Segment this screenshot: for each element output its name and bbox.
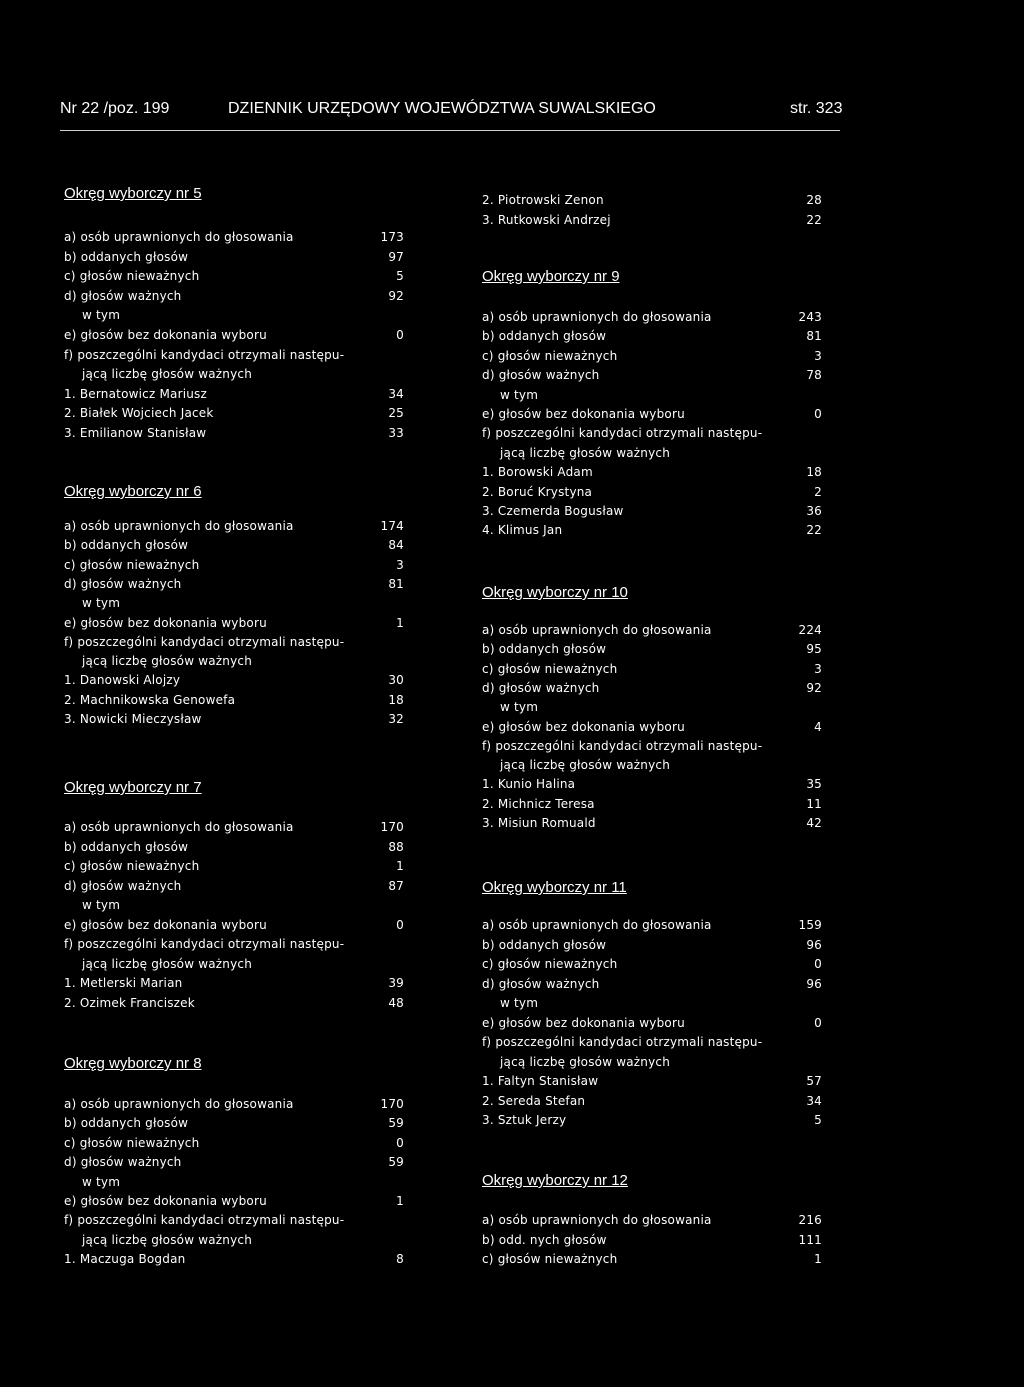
row-label: e) głosów bez dokonania wyboru: [64, 1194, 267, 1208]
result-row: [64, 596, 404, 616]
result-row: [64, 367, 404, 387]
row-value: 4: [814, 720, 822, 734]
row-value: 59: [388, 1116, 404, 1130]
row-label: b) oddanych głosów: [64, 1116, 189, 1130]
row-label: jącą liczbę głosów ważnych: [82, 367, 253, 381]
row-label: a) osób uprawnionych do głosowania: [482, 918, 712, 932]
result-row: [482, 777, 822, 797]
district-title-d10: Okręg wyborczy nr 10: [482, 584, 628, 601]
row-label: w tym: [500, 388, 539, 402]
row-value: 0: [396, 1136, 404, 1150]
row-label: a) osób uprawnionych do głosowania: [64, 1097, 294, 1111]
row-value: 22: [806, 213, 822, 227]
row-label: 1. Bernatowicz Mariusz: [64, 387, 207, 401]
result-row: [64, 996, 404, 1016]
result-row: [482, 957, 822, 977]
row-label: w tym: [500, 996, 539, 1010]
row-label: e) głosów bez dokonania wyboru: [482, 407, 685, 421]
result-row: [64, 519, 404, 539]
row-label: w tym: [82, 898, 121, 912]
row-label: f) poszczególni kandydaci otrzymali następu-: [64, 937, 345, 951]
row-label: a) osób uprawnionych do głosowania: [64, 519, 294, 533]
row-value: 30: [388, 673, 404, 687]
row-label: 2. Białek Wojciech Jacek: [64, 406, 214, 420]
result-row: [482, 977, 822, 997]
row-value: 81: [806, 329, 822, 343]
row-value: 81: [388, 577, 404, 591]
row-value: 1: [814, 1252, 822, 1266]
result-row: [482, 523, 822, 543]
row-value: 96: [806, 977, 822, 991]
row-label: c) głosów nieważnych: [482, 349, 618, 363]
result-row: [482, 681, 822, 701]
result-row: [64, 898, 404, 918]
row-label: b) oddanych głosów: [64, 250, 189, 264]
result-row: [482, 465, 822, 485]
row-label: b) oddanych głosów: [64, 538, 189, 552]
row-label: a) osób uprawnionych do głosowania: [64, 820, 294, 834]
row-label: a) osób uprawnionych do głosowania: [482, 623, 712, 637]
row-value: 25: [388, 406, 404, 420]
row-label: d) głosów ważnych: [64, 879, 182, 893]
result-row: [482, 485, 822, 505]
row-label: d) głosów ważnych: [482, 368, 600, 382]
result-row: [482, 1094, 822, 1114]
row-label: 2. Ozimek Franciszek: [64, 996, 195, 1010]
row-label: 2. Machnikowska Genowefa: [64, 693, 236, 707]
result-row: [482, 739, 822, 759]
row-value: 1: [396, 859, 404, 873]
result-row: [64, 820, 404, 840]
row-label: e) głosów bez dokonania wyboru: [482, 1016, 685, 1030]
row-value: 111: [798, 1233, 822, 1247]
district-title-d11: Okręg wyborczy nr 11: [482, 879, 627, 896]
row-value: 1: [396, 1194, 404, 1208]
row-value: 78: [806, 368, 822, 382]
row-value: 159: [798, 918, 822, 932]
row-label: 1. Faltyn Stanisław: [482, 1074, 599, 1088]
result-row: [64, 269, 404, 289]
result-row: [64, 1252, 404, 1272]
result-row: [64, 577, 404, 597]
result-row: [482, 368, 822, 388]
row-value: 34: [388, 387, 404, 401]
result-row: [64, 1175, 404, 1195]
row-label: b) oddanych głosów: [64, 840, 189, 854]
result-row: [64, 673, 404, 693]
row-label: f) poszczególni kandydaci otrzymali następu-: [64, 348, 345, 362]
result-row: [64, 230, 404, 250]
row-value: 97: [388, 250, 404, 264]
row-label: w tym: [82, 1175, 121, 1189]
row-value: 87: [388, 879, 404, 893]
result-row: [482, 407, 822, 427]
result-row: [482, 662, 822, 682]
row-label: 3. Emilianow Stanisław: [64, 426, 207, 440]
result-row: [64, 616, 404, 636]
row-value: 11: [806, 797, 822, 811]
row-value: 8: [396, 1252, 404, 1266]
result-row: [482, 504, 822, 524]
result-row: [64, 406, 404, 426]
row-label: c) głosów nieważnych: [64, 859, 200, 873]
page-number: str. 323: [790, 100, 843, 117]
row-label: f) poszczególni kandydaci otrzymali następu-: [482, 739, 763, 753]
row-label: c) głosów nieważnych: [64, 558, 200, 572]
result-row: [64, 840, 404, 860]
row-value: 84: [388, 538, 404, 552]
row-label: d) głosów ważnych: [64, 289, 182, 303]
result-row: [482, 1035, 822, 1055]
row-label: e) głosów bez dokonania wyboru: [482, 720, 685, 734]
district-title-d12: Okręg wyborczy nr 12: [482, 1172, 628, 1189]
page-header: [60, 100, 843, 126]
row-value: 59: [388, 1155, 404, 1169]
journal-title: DZIENNIK URZĘDOWY WOJEWÓDZTWA SUWALSKIEGO: [228, 100, 656, 117]
row-label: 4. Klimus Jan: [482, 523, 563, 537]
row-label: jącą liczbę głosów ważnych: [82, 654, 253, 668]
result-row: [64, 289, 404, 309]
row-label: c) głosów nieważnych: [482, 1252, 618, 1266]
row-value: 1: [396, 616, 404, 630]
row-value: 0: [396, 918, 404, 932]
row-value: 2: [814, 485, 822, 499]
result-row: [482, 816, 822, 836]
row-value: 3: [814, 349, 822, 363]
result-row: [482, 1213, 822, 1233]
row-value: 92: [806, 681, 822, 695]
result-row: [482, 918, 822, 938]
result-row: [64, 1155, 404, 1175]
district-title-d5: Okręg wyborczy nr 5: [64, 185, 202, 202]
issue-number: Nr 22 /poz. 199: [60, 100, 170, 117]
row-label: f) poszczególni kandydaci otrzymali następu-: [482, 426, 763, 440]
row-value: 170: [380, 1097, 404, 1111]
row-value: 36: [806, 504, 822, 518]
result-row: [482, 797, 822, 817]
row-label: jącą liczbę głosów ważnych: [82, 1233, 253, 1247]
row-value: 0: [814, 407, 822, 421]
result-row: [64, 693, 404, 713]
row-value: 173: [380, 230, 404, 244]
result-row: [64, 1097, 404, 1117]
result-row: [64, 859, 404, 879]
row-label: w tym: [82, 308, 121, 322]
row-value: 92: [388, 289, 404, 303]
row-label: f) poszczególni kandydaci otrzymali następu-: [482, 1035, 763, 1049]
row-value: 170: [380, 820, 404, 834]
row-label: 3. Czemerda Bogusław: [482, 504, 624, 518]
row-value: 5: [814, 1113, 822, 1127]
result-row: [64, 937, 404, 957]
result-row: [64, 387, 404, 407]
row-label: w tym: [82, 596, 121, 610]
row-value: 48: [388, 996, 404, 1010]
row-label: b) oddanych głosów: [482, 329, 607, 343]
row-value: 33: [388, 426, 404, 440]
row-value: 3: [396, 558, 404, 572]
row-label: e) głosów bez dokonania wyboru: [64, 616, 267, 630]
result-row: [64, 654, 404, 674]
row-label: 2. Boruć Krystyna: [482, 485, 593, 499]
result-row: [64, 957, 404, 977]
row-label: c) głosów nieważnych: [482, 662, 618, 676]
result-row: [482, 349, 822, 369]
row-label: jącą liczbę głosów ważnych: [82, 957, 253, 971]
result-row: [482, 642, 822, 662]
row-label: 1. Maczuga Bogdan: [64, 1252, 186, 1266]
result-row: [64, 918, 404, 938]
result-row: [64, 712, 404, 732]
row-label: c) głosów nieważnych: [64, 1136, 200, 1150]
header-rule: [60, 130, 840, 131]
row-value: 95: [806, 642, 822, 656]
result-row: [64, 1213, 404, 1233]
district-title-d6: Okręg wyborczy nr 6: [64, 483, 202, 500]
result-row: [482, 1113, 822, 1133]
result-row: [64, 1116, 404, 1136]
result-row: [482, 388, 822, 408]
row-label: 3. Nowicki Mieczysław: [64, 712, 202, 726]
result-row: [64, 1194, 404, 1214]
result-row: [482, 1074, 822, 1094]
district-title-d7: Okręg wyborczy nr 7: [64, 779, 202, 796]
row-label: a) osób uprawnionych do głosowania: [64, 230, 294, 244]
row-label: b) oddanych głosów: [482, 642, 607, 656]
row-label: b) odd. nych głosów: [482, 1233, 607, 1247]
row-label: d) głosów ważnych: [64, 1155, 182, 1169]
result-row: [64, 348, 404, 368]
row-label: 2. Sereda Stefan: [482, 1094, 586, 1108]
result-row: [64, 1233, 404, 1253]
row-value: 18: [806, 465, 822, 479]
result-row: [64, 308, 404, 328]
row-value: 3: [814, 662, 822, 676]
result-row: [482, 700, 822, 720]
result-row: [64, 538, 404, 558]
row-value: 88: [388, 840, 404, 854]
result-row: [482, 720, 822, 740]
result-row: [482, 193, 822, 213]
row-value: 0: [814, 957, 822, 971]
row-label: w tym: [500, 700, 539, 714]
result-row: [482, 1016, 822, 1036]
row-value: 57: [806, 1074, 822, 1088]
result-row: [64, 635, 404, 655]
row-label: jącą liczbę głosów ważnych: [500, 758, 671, 772]
result-row: [64, 558, 404, 578]
row-value: 42: [806, 816, 822, 830]
row-label: d) głosów ważnych: [64, 577, 182, 591]
row-label: 1. Metlerski Marian: [64, 976, 183, 990]
row-value: 0: [814, 1016, 822, 1030]
row-label: jącą liczbę głosów ważnych: [500, 1055, 671, 1069]
result-row: [64, 1136, 404, 1156]
result-row: [482, 426, 822, 446]
row-label: c) głosów nieważnych: [482, 957, 618, 971]
result-row: [64, 879, 404, 899]
result-row: [64, 426, 404, 446]
row-label: 2. Michnicz Teresa: [482, 797, 595, 811]
result-row: [482, 623, 822, 643]
district-title-d9: Okręg wyborczy nr 9: [482, 268, 620, 285]
row-label: c) głosów nieważnych: [64, 269, 200, 283]
row-value: 32: [388, 712, 404, 726]
row-label: a) osób uprawnionych do głosowania: [482, 1213, 712, 1227]
row-label: d) głosów ważnych: [482, 977, 600, 991]
row-value: 22: [806, 523, 822, 537]
row-value: 224: [798, 623, 822, 637]
result-row: [482, 1233, 822, 1253]
row-label: 3. Rutkowski Andrzej: [482, 213, 611, 227]
row-label: jącą liczbę głosów ważnych: [500, 446, 671, 460]
result-row: [64, 250, 404, 270]
result-row: [482, 329, 822, 349]
result-row: [482, 758, 822, 778]
row-value: 5: [396, 269, 404, 283]
result-row: [482, 213, 822, 233]
row-label: 2. Piotrowski Zenon: [482, 193, 604, 207]
row-label: b) oddanych głosów: [482, 938, 607, 952]
row-label: d) głosów ważnych: [482, 681, 600, 695]
row-value: 96: [806, 938, 822, 952]
result-row: [482, 310, 822, 330]
row-value: 18: [388, 693, 404, 707]
row-label: 3. Sztuk Jerzy: [482, 1113, 567, 1127]
row-label: e) głosów bez dokonania wyboru: [64, 328, 267, 342]
result-row: [64, 976, 404, 996]
row-value: 28: [806, 193, 822, 207]
row-value: 174: [380, 519, 404, 533]
row-value: 35: [806, 777, 822, 791]
row-label: 1. Borowski Adam: [482, 465, 593, 479]
row-value: 34: [806, 1094, 822, 1108]
result-row: [482, 996, 822, 1016]
result-row: [482, 1252, 822, 1272]
row-label: 1. Kunio Halina: [482, 777, 576, 791]
row-value: 216: [798, 1213, 822, 1227]
result-row: [64, 328, 404, 348]
row-label: 3. Misiun Romuald: [482, 816, 596, 830]
result-row: [482, 446, 822, 466]
district-title-d8: Okręg wyborczy nr 8: [64, 1055, 202, 1072]
row-label: f) poszczególni kandydaci otrzymali następu-: [64, 635, 345, 649]
row-label: 1. Danowski Alojzy: [64, 673, 181, 687]
result-row: [482, 938, 822, 958]
row-value: 243: [798, 310, 822, 324]
row-label: e) głosów bez dokonania wyboru: [64, 918, 267, 932]
row-label: a) osób uprawnionych do głosowania: [482, 310, 712, 324]
result-row: [482, 1055, 822, 1075]
row-value: 39: [388, 976, 404, 990]
row-label: f) poszczególni kandydaci otrzymali następu-: [64, 1213, 345, 1227]
row-value: 0: [396, 328, 404, 342]
